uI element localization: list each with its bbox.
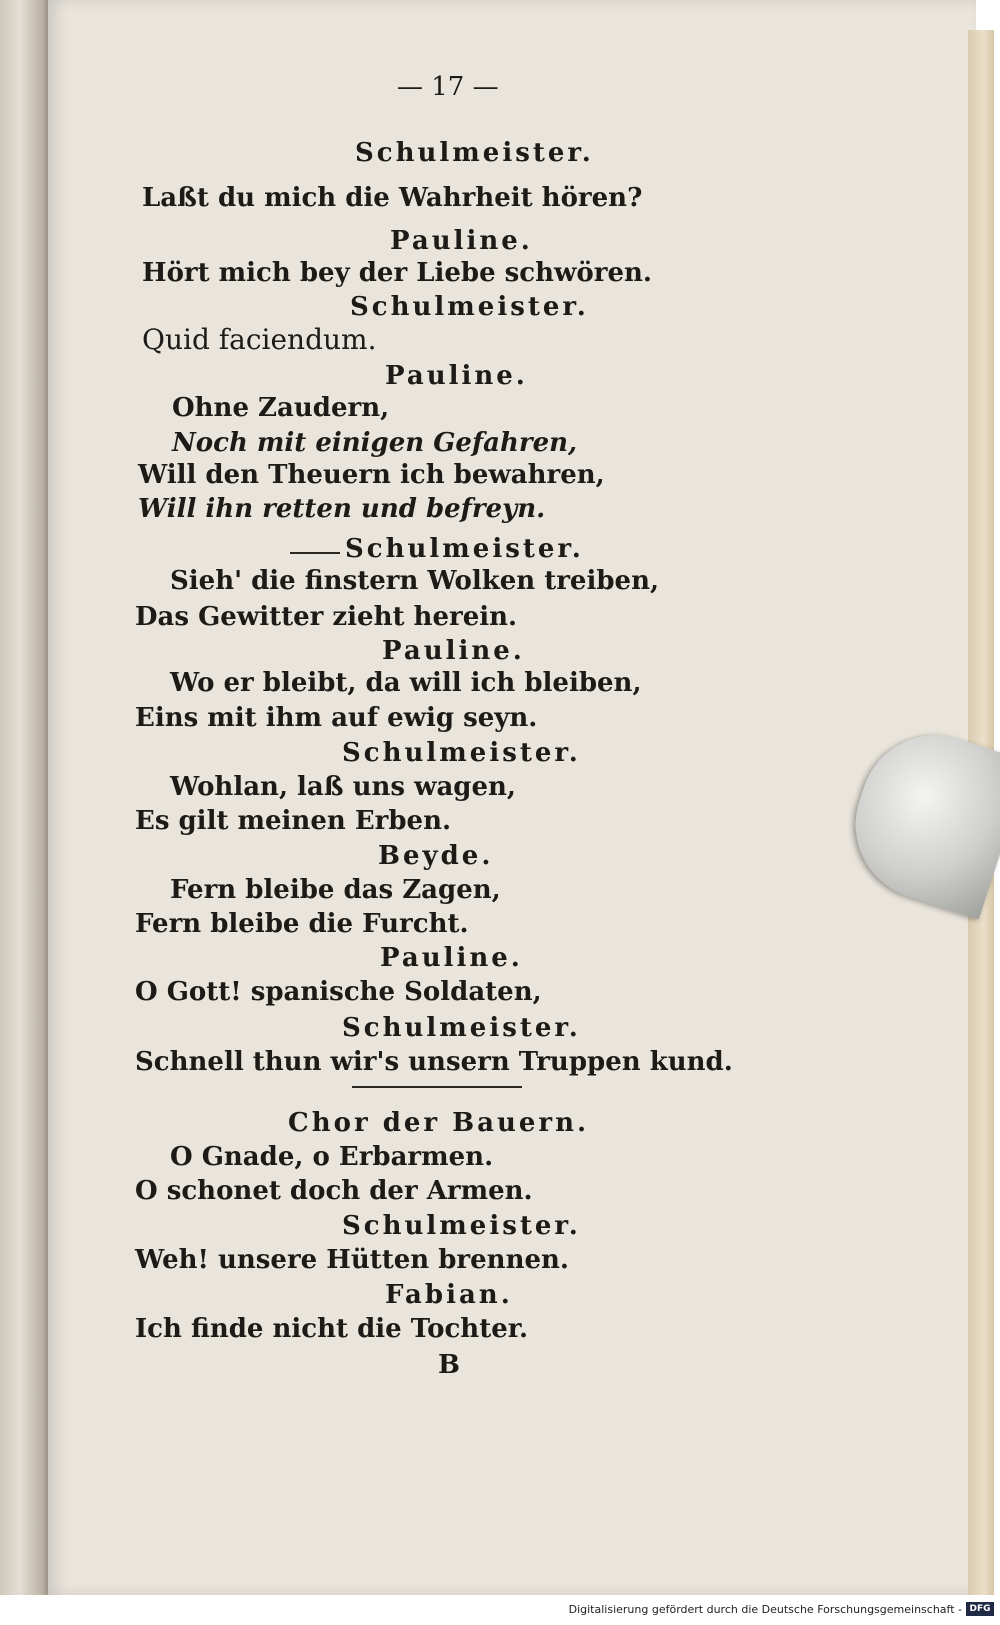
speaker-label: Pauline. [385, 361, 528, 391]
speaker-label: Beyde. [378, 841, 494, 871]
verse-line: Fern bleibe die Furcht. [135, 909, 469, 939]
speaker-label: Schulmeister. [355, 138, 594, 168]
verse-line: O Gott! spanische Soldaten, [135, 977, 542, 1007]
verse-line: Sieh' die finstern Wolken treiben, [170, 566, 660, 596]
speaker-label: Pauline. [380, 943, 523, 973]
verse-line: Will ihn retten und befreyn. [138, 494, 546, 524]
verse-line: Wo er bleibt, da will ich bleiben, [170, 668, 642, 698]
speaker-label: Schulmeister. [350, 292, 589, 322]
speaker-label: Schulmeister. [342, 738, 581, 768]
speaker-label: Pauline. [390, 226, 533, 256]
verse-line: Ohne Zaudern, [172, 393, 390, 423]
verse-line: Hört mich bey der Liebe schwören. [142, 258, 652, 288]
verse-line-latin: Quid faciendum. [142, 323, 377, 356]
line-rule [290, 552, 340, 554]
verse-line: Will den Theuern ich bewahren, [138, 460, 605, 490]
dfg-logo: DFG [966, 1602, 994, 1616]
speaker-label: Schulmeister. [342, 1211, 581, 1241]
footer-bar [0, 1595, 1000, 1625]
verse-line: Ich finde nicht die Tochter. [135, 1314, 529, 1344]
signature-mark: B [438, 1350, 460, 1380]
verse-line: Das Gewitter zieht herein. [135, 602, 518, 632]
verse-line: Noch mit einigen Gefahren, [172, 428, 578, 458]
book-gutter [0, 0, 50, 1595]
page-number: — 17 — [397, 72, 499, 102]
verse-line: O Gnade, o Erbarmen. [170, 1142, 494, 1172]
speaker-label: Fabian. [385, 1280, 513, 1310]
speaker-label: Pauline. [382, 636, 525, 666]
verse-line: Es gilt meinen Erben. [135, 806, 452, 836]
speaker-label: Chor der Bauern. [288, 1108, 590, 1138]
verse-line: Eins mit ihm auf ewig seyn. [135, 703, 538, 733]
verse-line: Laßt du mich die Wahrheit hören? [142, 183, 643, 213]
speaker-label: Schulmeister. [345, 534, 584, 564]
verse-line: O schonet doch der Armen. [135, 1176, 533, 1206]
speaker-label: Schulmeister. [342, 1013, 581, 1043]
section-rule [352, 1086, 522, 1088]
verse-line: Fern bleibe das Zagen, [170, 875, 501, 905]
verse-line: Wohlan, laß uns wagen, [170, 772, 516, 802]
verse-line: Schnell thun wir's unsern Truppen kund. [135, 1047, 733, 1077]
verse-line: Weh! unsere Hütten brennen. [135, 1245, 569, 1275]
footer-credit: Digitalisierung gefördert durch die Deutsche Forschungsgemeinschaft - [568, 1603, 962, 1616]
